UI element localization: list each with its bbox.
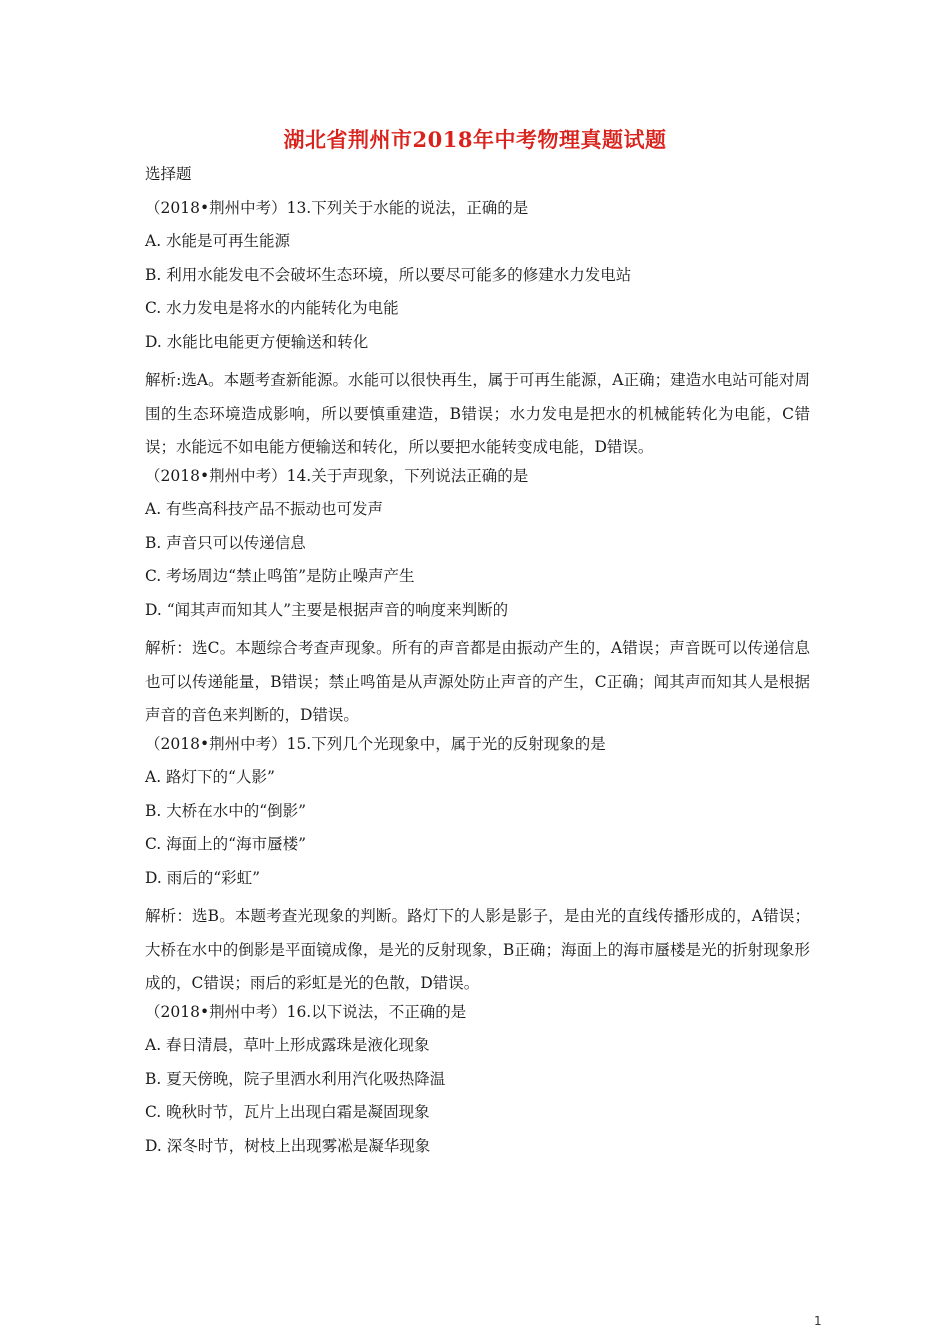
document-body — [145, 163, 810, 1168]
page-number: 1 — [814, 1314, 822, 1328]
answer-analysis: 解析：选C。本题综合考查声现象。所有的声音都是由振动产生的，A错误；声音既可以传递信息也可以传递能量，B错误；禁止鸣笛是从声源处防止声音的产生，C正确；闻其声而知其人是根据声音的音色来判断的，D错误。 — [145, 639, 810, 724]
question-13 — [145, 197, 810, 465]
option-d: D. 雨后的“彩虹” — [145, 868, 261, 887]
section-heading: 选择题 — [145, 165, 192, 183]
question-16 — [145, 1001, 810, 1169]
option-a: A. 春日清晨，草叶上形成露珠是液化现象 — [145, 1036, 430, 1054]
option-a: A. 有些高科技产品不振动也可发声 — [145, 500, 384, 518]
question-stem: （2018•荆州中考）16.以下说法，不正确的是 — [145, 1002, 467, 1021]
option-b: B. 大桥在水中的“倒影” — [145, 801, 307, 820]
option-b: B. 声音只可以传递信息 — [145, 533, 306, 552]
option-d: D. “闻其声而知其人”主要是根据声音的响度来判断的 — [145, 600, 509, 619]
option-c: C. 海面上的“海市蜃楼” — [145, 835, 307, 853]
answer-analysis: 解析：选B。本题考查光现象的判断。路灯下的人影是影子，是由光的直线传播形成的，A错误；大桥在水中的倒影是平面镜成像，是光的反射现象，B正确；海面上的海市蜃楼是光的折射现象形成的，C错误；雨后的彩虹是光的色散，D错误。 — [145, 907, 810, 992]
option-d: D. 水能比电能更方便输送和转化 — [145, 332, 369, 351]
option-b: B. 夏天傍晚，院子里洒水利用汽化吸热降温 — [145, 1069, 446, 1088]
page-title: 湖北省荆州市2018年中考物理真题试题 — [283, 127, 667, 152]
option-c: C. 水力发电是将水的内能转化为电能 — [145, 299, 399, 317]
option-c: C. 考场周边“禁止鸣笛”是防止噪声产生 — [145, 567, 415, 585]
question-14 — [145, 465, 810, 733]
option-a: A. 水能是可再生能源 — [145, 232, 291, 250]
question-stem: （2018•荆州中考）14.关于声现象，下列说法正确的是 — [145, 466, 529, 485]
option-b: B. 利用水能发电不会破坏生态环境，所以要尽可能多的修建水力发电站 — [145, 265, 632, 284]
option-a: A. 路灯下的“人影” — [145, 768, 275, 786]
question-stem: （2018•荆州中考）13.下列关于水能的说法，正确的是 — [145, 198, 529, 217]
question-15 — [145, 733, 810, 1001]
question-stem: （2018•荆州中考）15.下列几个光现象中，属于光的反射现象的是 — [145, 734, 606, 753]
option-c: C. 晚秋时节，瓦片上出现白霜是凝固现象 — [145, 1103, 430, 1121]
option-d: D. 深冬时节，树枝上出现雾凇是凝华现象 — [145, 1136, 431, 1155]
answer-analysis: 解析:选A。本题考查新能源。水能可以很快再生，属于可再生能源，A正确；建造水电站可能对周围的生态环境造成影响，所以要慎重建造，B错误；水力发电是把水的机械能转化为电能，C错误；水能远不如电能方便输送和转化，所以要把水能转变成电能，D错误。 — [145, 371, 810, 456]
